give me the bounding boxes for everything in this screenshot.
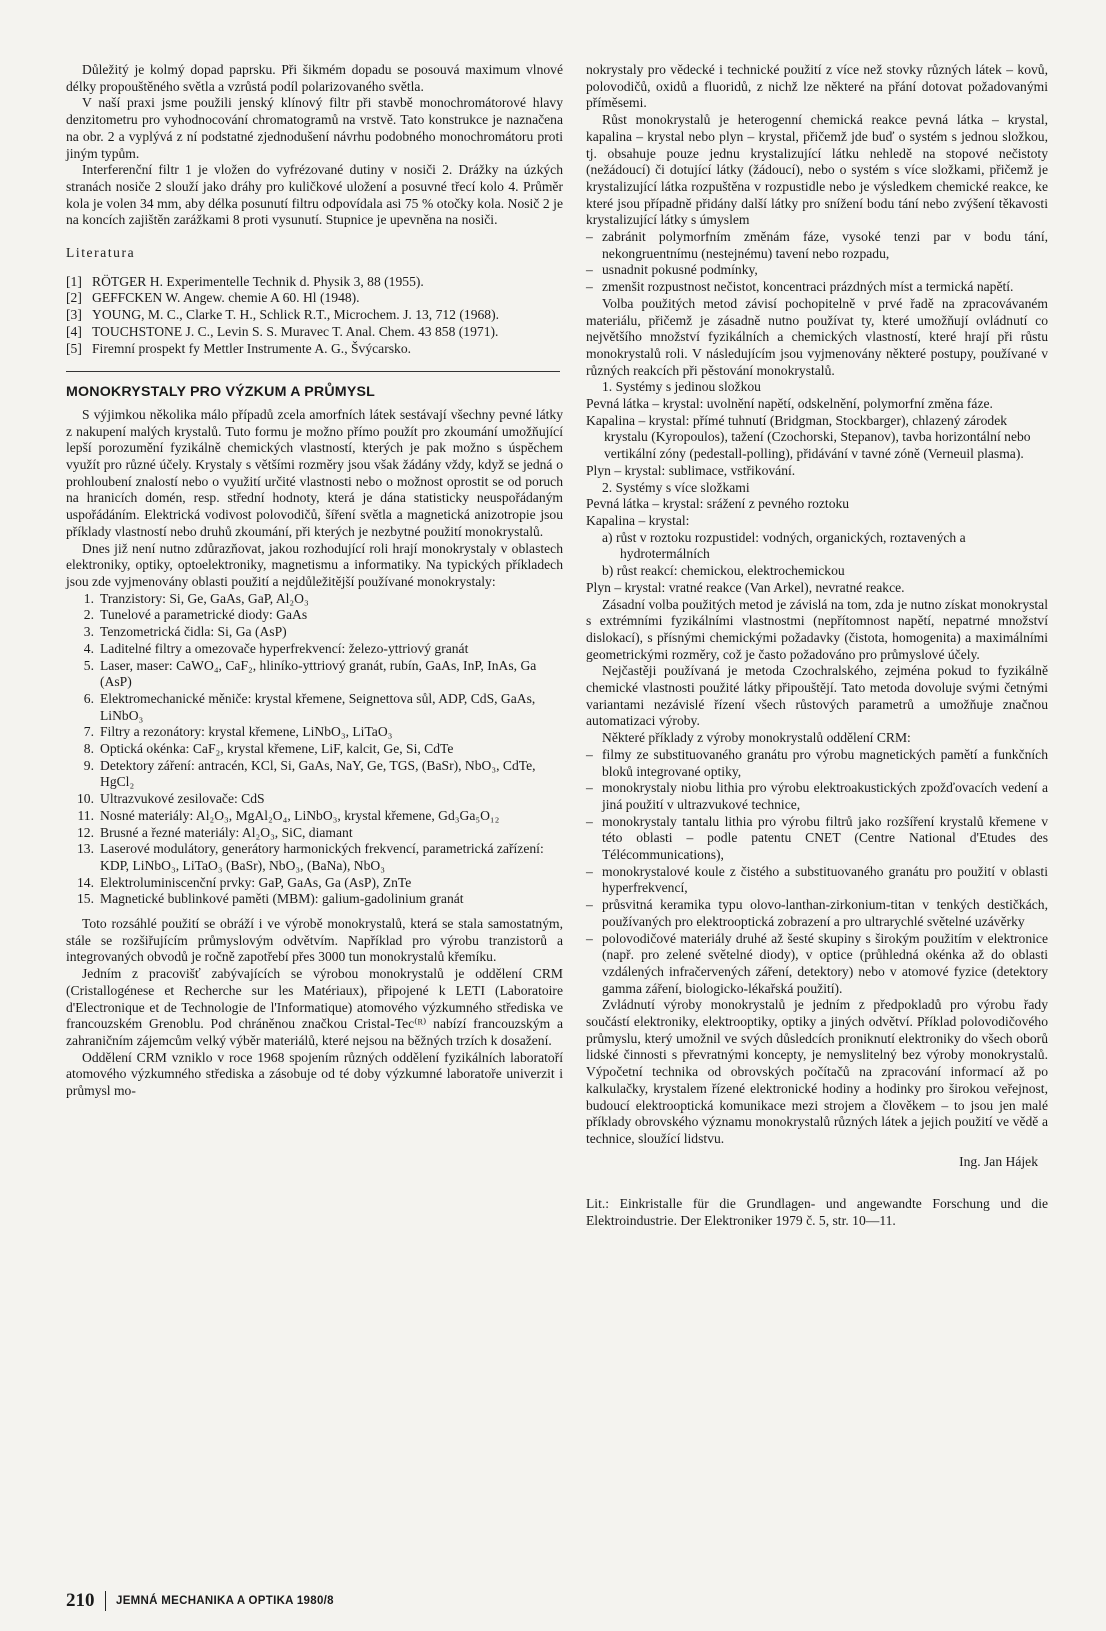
article-paragraph-4: Jedním z pracovišť zabývajících se výrobou monokrystalů je oddělení CRM (Cristallogénese et Recherche sur les Matériaux), připojené k LETI (Laboratoire d'Electronique et de Technologie de l'Informatique) atomového výzkumného střediska ve francouzském Grenoblu. Pod chráněnou značkou Cristal-Tec⁽ᴿ⁾ nabízí francouzským a zahraničním zájemcům velký výběr materiálů, které nejsou na běžných trzích k dosažení. [66,966,563,1048]
reference-list [66,274,563,358]
uses-item: 1. Tranzistory: Si, Ge, GaAs, GaP, Al₂O₃ [83,590,309,606]
aims-item: – zmenšit rozpustnost nečistot, koncentraci prázdných míst a termická napětí. [586,279,1014,295]
author-signature: Ing. Jan Hájek [959,1153,1038,1169]
reference-item: [1] RÖTGER H. Experimentelle Technik d. Physik 3, 88 (1955). [66,273,424,289]
uses-item: 9. Detektory záření: antracén, KCl, Si, GaAs, NaY, Ge, TGS, (BaSr), NbO₃, CdTe, HgCl₂ [83,757,536,790]
system-2-subitem: b) růst reakcí: chemickou, elektrochemickou [602,563,845,579]
system-1-item: Plyn – krystal: sublimace, vstřikování. [586,462,796,478]
right-paragraph-5: Nejčastěji používaná je metoda Czochralského, zejména pokud to fyzikálně chemické vlastnosti použité látky připouštějí. Tato metoda dovoluje svými četnými variantami nezávislé řízení všech růstových parametrů a umožňuje značnou automatizaci výroby. [586,663,1048,729]
uses-item: 5. Laser, maser: CaWO₄, CaF₂, hliníko-yttriový granát, rubín, GaAs, InP, InAs, Ga (AsP) [83,657,537,690]
examples-item: – průsvitná keramika typu olovo-lanthan-zirkonium-titan v tenkých destičkách, používaných pro elektrooptická zobrazení a pro ultrarychlé světelné uzávěrky [586,897,1048,929]
right-paragraph-4: Zásadní volba použitých metod je závislá na tom, zda je nutno získat monokrystal s extrémními fyzikálními vlastnostmi (nepřítomnost napětí, nepatrné množství dislokací), s přísnými chemickými požadavky (čistota, homogenita) a maximálními geometrickými rozměry, což je často požadováno pro průmyslové účely. [586,596,1048,662]
uses-item: 7. Filtry a rezonátory: krystal křemene, LiNbO₃, LiTaO₃ [83,724,393,740]
uses-item: 14. Elektroluminiscenční prvky: GaP, GaAs, Ga (AsP), ZnTe [77,874,412,890]
uses-item: 8. Optická okénka: CaF₂, krystal křemene, LiF, kalcit, Ge, Si, CdTe [83,741,454,757]
systems-2-heading: 2. Systémy s více složkami [602,479,750,495]
uses-item: 12. Brusné a řezné materiály: Al₂O₃, SiC, diamant [77,824,353,840]
system-2-subitem: a) růst v roztoku rozpustidel: vodných, organických, roztavených a hydrotermálních [602,529,966,562]
systems-1-heading: 1. Systémy s jedinou složkou [602,379,761,395]
right-paragraph-6: Některé příklady z výroby monokrystalů oddělení CRM: [602,730,911,746]
right-paragraph-2: Růst monokrystalů je heterogenní chemická reakce pevná látka – krystal, kapalina – krystal nebo plyn – krystal, přičemž jde buď o systém s jednou složkou, tj. obsahuje pouze jednu krystalizující látku nehledě na stopové nečistoty (nežádoucí) či dotující látky (žádoucí), nebo o systém s více složkami, přičemž je krystalizující látka rozpuštěna v rozpustidle nebo je výsledkem chemické reakce, ke které jsou případně přidány další látky pro snížení bodu tání nebo zvýšení těkavosti krystalizující látky s úmyslem [586,112,1048,228]
article-paragraph-3: Toto rozsáhlé použití se obráží i ve výrobě monokrystalů, která se stala samostatným, stále se rozšiřujícím průmyslovým odvětvím. Například pro výrobu tranzistorů a integrovaných obvodů je ročně zapotřebí přes 3000 tun monokrystalů křemíku. [66,916,563,965]
article-paragraph-5: Oddělení CRM vzniklo v roce 1968 spojením různých oddělení fyzikálních laboratoří atomového výzkumného střediska a zásobuje od té doby výzkumné laboratoře univerzit i průmysl mo- [66,1049,563,1099]
examples-item: – monokrystaly niobu lithia pro výrobu elektroakustických zpožďovacích vedení a jiná použití v ultrazvukové technice, [586,780,1048,812]
aims-item: – usnadnit pokusné podmínky, [586,262,758,278]
article-paragraph-2: Dnes již není nutno zdůrazňovat, jakou rozhodující roli hrají monokrystaly v oblastech elektroniky, optiky, optoelektroniky, magnetismu a informatiky. Na typických příkladech jsou zde vyjmenovány oblasti použití a nejdůležitější používané monokrystaly: [66,540,563,589]
reference-item: [4] TOUCHSTONE J. C., Levin S. S. Muravec T. Anal. Chem. 43 858 (1971). [66,323,499,339]
uses-item: 13. Laserové modulátory, generátory harmonických frekvencí, parametrická zařízení: KDP, LiNbO₃, LiTaO₃ (BaSr), NbO₃, (BaNa), NbO₃ [77,841,544,873]
aims-item: – zabránit polymorfním změnám fáze, vysoké tenzi par v bodu tání, nekongruentnímu (nestejnému) tavení nebo rozpadu, [586,229,1048,261]
right-paragraph-7: Zvládnutí výroby monokrystalů je jedním z předpokladů pro výrobu řady součástí elektroniky, elektrooptiky, optiky a jiných odvětví. Příklad polovodičového průmyslu, který umožnil ve svých důsledcích proniknutí elektroniky do všech oborů lidské činnosti s převratnými koncepty, je nemyslitelný bez výroby monokrystalů. Výpočetní technika od obrovských počítačů na zpracování informací až po kalkulačky, krystalem řízené elektronické hodiny a hodinky pro širokou veřejnost, budoucí elektrooptická komunikace mezi strojem a člověkem – to jsou jen malé příklady obrovského významu monokrystalů různých látek a jejich použití ve vědě a technice, sloužící lidstvu. [586,997,1048,1146]
page-number: 210 [66,1590,95,1611]
reference-item: [2] GEFFCKEN W. Angew. chemie A 60. Hl (1948). [66,290,360,306]
examples-item: – filmy ze substituovaného granátu pro výrobu magnetických pamětí a funkčních bloků integrované optiky, [586,746,1048,779]
uses-item: 15. Magnetické bublinkové paměti (MBM): galium-gadolinium granát [77,891,464,907]
uses-item: 4. Laditelné filtry a omezovače hyperfrekvencí: železo-yttriový granát [83,640,469,656]
right-column [586,62,1048,1230]
system-1-item: Kapalina – krystal: přímé tuhnutí (Bridgman, Stockbarger), chlazený zárodek krystalu (Kyropoulos), tažení (Czochorski, Stepanov), tavba horizontální nebo vertikální zóny (pedestall-polling), přidávání v tavné zóně (Verneuil plasma). [586,412,1031,462]
section-divider [66,371,560,372]
intro-paragraph-3: Interferenční filtr 1 je vložen do vyfrézované dutiny v nosiči 2. Drážky na úzkých stranách nosiče 2 slouží jako dráhy pro kuličkové uložení a posuvné třecí kolo 4. Průměr kola je volen 34 mm, aby délka posunutí filtru odpovídala asi 75 % otočky kola. Nosič 2 je na koncích zajištěn zarážkami 8 proti vysunutí. Stupnice je upevněna na nosiči. [66,162,563,228]
uses-item: 3. Tenzometrická čidla: Si, Ga (AsP) [83,624,287,640]
system-2-item: Plyn – krystal: vratné reakce (Van Arkel), nevratné reakce. [586,579,905,595]
right-paragraph-3: Volba použitých metod závisí pochopitelně v prvé řadě na zpracovávaném materiálu, přičemž je zásadně nutno používat ty, které umožňují ovládnutí co největšího množství fyzikálních a chemických vlastností, které hrají při růstu monokrystalů roli. V následujícím jsou vyjmenovány některé postupy, používané v různých reakcích při pěstování monokrystalů. [586,295,1048,378]
examples-item: – monokrystaly tantalu lithia pro výrobu filtrů jako rozšíření krystalů křemene v této oblasti – podle patentu CNET (Centre National d'Etudes des Télécommunications), [586,813,1048,863]
literature-note: Lit.: Einkristalle für die Grundlagen- und angewandte Forschung und die Elektroindustrie. Der Elektroniker 1979 č. 5, str. 10—11. [586,1196,1048,1229]
examples-item: – monokrystalové koule z čistého a substituovaného granátu pro použití v oblasti hyperfrekvencí, [586,863,1048,896]
footer-divider [105,1591,107,1611]
article-title: MONOKRYSTALY PRO VÝZKUM A PRŮMYSL [66,384,376,401]
uses-list [66,591,563,908]
uses-item: 6. Elektromechanické měniče: krystal křemene, Seignettova sůl, ADP, CdS, GaAs, LiNbO₃ [83,690,536,723]
page-footer [66,1590,334,1612]
article-paragraph-1: S výjimkou několika málo případů zcela amorfních látek sestávají všechny pevné látky z nakupení malých krystalů. Tuto formu je možno přímo použít pro zkoumání umožňující lepší porozumění fyzikálně chemických vlastností, kterých je pak možno s úspěchem využít pro různé účely. Krystaly s většími rozměry jsou však žádány vždy, když se jedná o prohloubení znalostí nebo o využití určité vlastnosti nebo o možnost oprostit se od poruch na hranicích domén, resp. střední hodnoty, která je dána statisticky neuspořádaným uspořádáním. Elektrická vodivost polovodičů, šíření světla a magnetická anizotropie jsou příklady vlastností nebo druhů zkoumání, při kterých je nezbytné použití monokrystalů. [66,406,563,539]
left-column [66,62,563,1100]
system-1-item: Pevná látka – krystal: uvolnění napětí, odskelnění, polymorfní změna fáze. [586,396,993,412]
aims-list [586,229,1048,296]
system-2-item: Kapalina – krystal: [586,512,690,528]
uses-item: 11. Nosné materiály: Al₂O₃, MgAl₂O₄, LiNbO₃, krystal křemene, Gd₃Ga₅O₁₂ [77,807,500,823]
examples-list [586,747,1048,998]
right-paragraph-1: nokrystaly pro vědecké i technické použití z více než stovky různých látek – kovů, polovodičů, oxidů a fluoridů, z nichž lze některé na přání dotovat požadovanými příměsemi. [586,62,1048,111]
reference-item: [3] YOUNG, M. C., Clarke T. H., Schlick R.T., Microchem. J. 13, 712 (1968). [66,307,500,323]
reference-item: [5] Firemní prospekt fy Mettler Instrumente A. G., Švýcarsko. [66,340,412,356]
intro-paragraph-2: V naší praxi jsme použili jenský klínový filtr při stavbě monochromátorové hlavy denzitometru pro vyhodnocování chromatogramů na vrstvě. Tato konstrukce je naznačena na obr. 2 a vyplývá z ní podstatné zjednodušení návrhu podobného monochromátoru proti jiným typům. [66,95,563,161]
uses-item: 2. Tunelové a parametrické diody: GaAs [83,607,308,623]
system-2-item: Pevná látka – krystal: srážení z pevného roztoku [586,496,850,512]
journal-title: JEMNÁ MECHANIKA A OPTIKA 1980/8 [116,1595,334,1607]
literature-heading: Literatura [66,245,136,261]
examples-item: – polovodičové materiály druhé až šesté skupiny s širokým použitím v elektronice (např. pro zelené světelné diody), v optice (průhledná okénka až do oblasti vzdálených infračervených záření, detektory) nebo v atomové fyzice (detektory gamma záření, biologicko-lékařská použití). [586,930,1048,996]
uses-item: 10. Ultrazvukové zesilovače: CdS [77,791,265,807]
intro-paragraph-1: Důležitý je kolmý dopad paprsku. Při šikmém dopadu se posouvá maximum vlnové délky propouštěného světla a vzrůstá podíl polarizovaného světla. [66,62,563,94]
